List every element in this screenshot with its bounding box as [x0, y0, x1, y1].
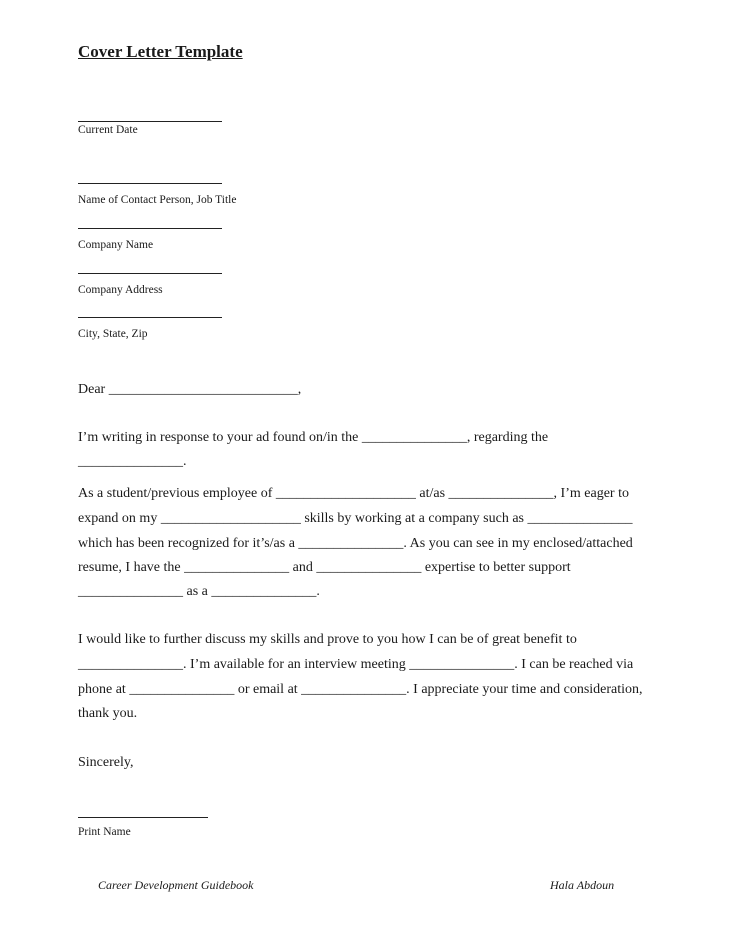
company-name-line — [78, 228, 222, 229]
paragraph-3-line-2: _______________. I’m available for an interview meeting _______________. I can be reached via — [78, 657, 634, 672]
paragraph-2-line-2: expand on my ____________________ skills by working at a company such as _______________ — [78, 511, 633, 526]
contact-person-line — [78, 183, 222, 184]
footer-left: Career Development Guidebook — [98, 878, 254, 892]
paragraph-1-line-1: I’m writing in response to your ad found on/in the _______________, regarding the — [78, 430, 549, 445]
paragraph-3-line-3: phone at _______________ or email at _______________. I appreciate your time and consideration, — [78, 682, 643, 697]
company-address-line — [78, 273, 222, 274]
paragraph-2-line-4: resume, I have the _______________ and _______________ expertise to better support — [78, 560, 571, 575]
company-name-label: Company Name — [78, 239, 154, 251]
closing: Sincerely, — [78, 755, 134, 770]
signature-line — [78, 817, 208, 818]
footer-right: Hala Abdoun — [550, 878, 615, 892]
print-name-label: Print Name — [78, 826, 131, 838]
paragraph-2-line-5: _______________ as a _______________. — [78, 584, 320, 599]
current-date-line — [78, 121, 222, 122]
document-title: Cover Letter Template — [78, 42, 243, 61]
current-date-label: Current Date — [78, 124, 138, 136]
company-address-label: Company Address — [78, 284, 163, 296]
salutation: Dear ___________________________, — [78, 382, 302, 397]
paragraph-1-line-2: _______________. — [78, 454, 187, 469]
paragraph-3-line-1: I would like to further discuss my skills and prove to you how I can be of great benefit to — [78, 632, 577, 647]
city-state-zip-line — [78, 317, 222, 318]
paragraph-3-line-4: thank you. — [78, 706, 138, 721]
paragraph-2-line-3: which has been recognized for it’s/as a _______________. As you can see in my enclosed/attached — [78, 536, 633, 551]
city-state-zip-label: City, State, Zip — [78, 328, 148, 340]
contact-person-label: Name of Contact Person, Job Title — [78, 194, 237, 206]
paragraph-2-line-1: As a student/previous employee of ____________________ at/as _______________, I’m eager to — [78, 486, 629, 501]
